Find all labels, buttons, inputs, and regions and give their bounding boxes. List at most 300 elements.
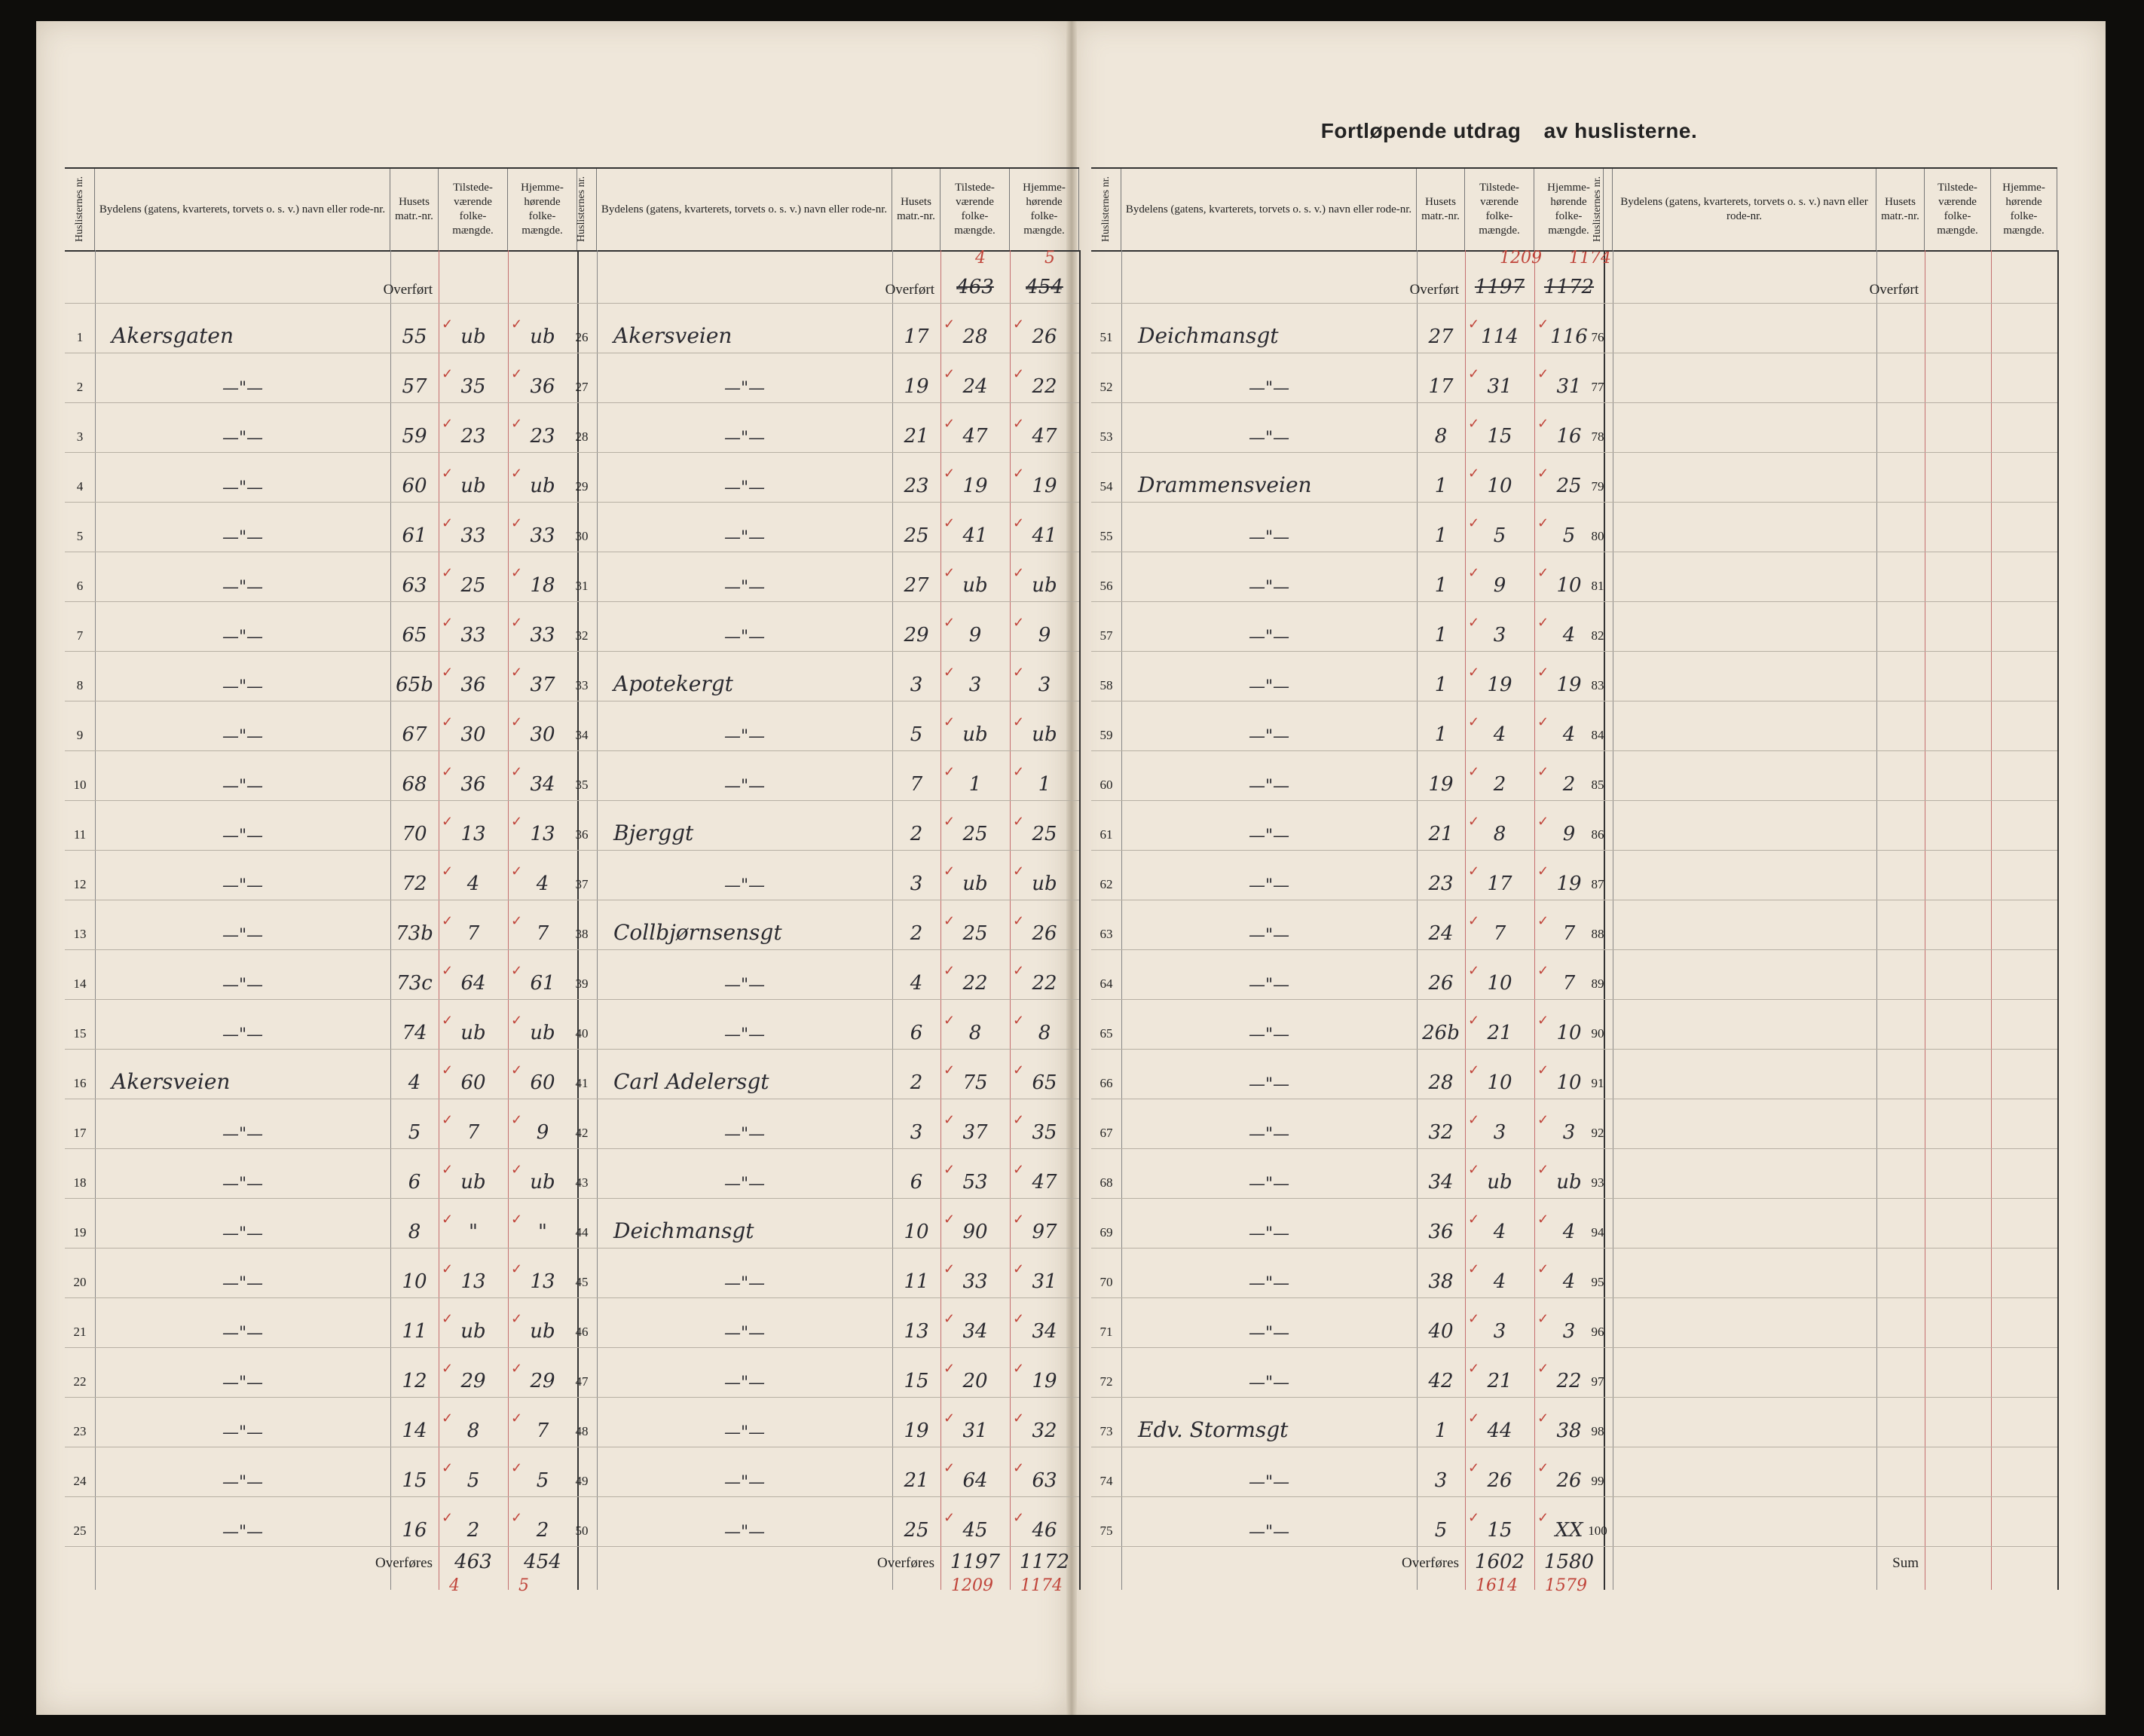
check-mark-icon: ✓ (1468, 814, 1480, 829)
table-row (1583, 999, 2057, 1050)
row-number: 60 (1100, 778, 1113, 792)
check-mark-icon: ✓ (1537, 1510, 1549, 1525)
cell-matr: 67 (402, 723, 427, 746)
row-number: 59 (1100, 728, 1113, 742)
column-rule-outer (1079, 250, 1081, 1590)
check-mark-icon: ✓ (1537, 515, 1549, 530)
row-number: 22 (73, 1374, 87, 1389)
check-mark-icon: ✓ (511, 1510, 523, 1525)
table-row (65, 850, 577, 900)
ditto-mark: —"— (222, 677, 264, 696)
check-mark-icon: ✓ (1013, 764, 1025, 779)
header-present (940, 169, 1010, 250)
row-number: 54 (1100, 479, 1113, 494)
cell-resident: 9 (1038, 624, 1051, 646)
cell-matr: 60 (402, 475, 427, 497)
cell-resident: 26 (1032, 326, 1057, 348)
cell-matr: 19 (1428, 773, 1454, 796)
carry-in-present: 1197 (1474, 276, 1525, 298)
table-header (1091, 169, 1604, 252)
cell-present: ub (1487, 1171, 1512, 1194)
row-number: 6 (76, 579, 84, 593)
cell-resident: 13 (530, 1270, 555, 1293)
ditto-mark: —"— (1248, 1274, 1290, 1293)
cell-present: 4 (1493, 1270, 1506, 1293)
cell-resident: 22 (1556, 1370, 1582, 1392)
check-mark-icon: ✓ (1468, 1361, 1480, 1376)
row-number: 1 (76, 330, 84, 344)
ditto-mark: —"— (1248, 976, 1290, 995)
table-row (567, 750, 1079, 801)
ditto-mark: —"— (222, 429, 264, 448)
cell-resident: 19 (1032, 1370, 1057, 1392)
cell-resident: 31 (1556, 375, 1582, 398)
check-mark-icon: ✓ (1468, 1311, 1480, 1326)
table-row (1091, 1198, 1604, 1249)
check-mark-icon: ✓ (944, 814, 956, 829)
table-row (65, 800, 577, 851)
cell-present: 21 (1487, 1370, 1512, 1392)
cell-present: 1 (968, 773, 982, 796)
cell-present: 5 (466, 1469, 480, 1492)
ditto-mark: —"— (723, 478, 766, 497)
cell-present: 2 (1493, 773, 1506, 796)
check-mark-icon: ✓ (511, 764, 523, 779)
ditto-mark: —"— (222, 777, 264, 796)
table-row (567, 353, 1079, 403)
cell-matr: 73b (396, 922, 433, 945)
cell-present: 9 (1493, 574, 1506, 597)
cell-present: 47 (962, 425, 988, 448)
cell-resident: 30 (530, 723, 555, 746)
cell-resident: 33 (530, 524, 555, 547)
table-row (567, 452, 1079, 503)
cell-resident: 31 (1032, 1270, 1057, 1293)
cell-present: 53 (962, 1171, 988, 1194)
table-row (65, 402, 577, 453)
check-mark-icon: ✓ (1537, 1460, 1549, 1475)
row-number: 77 (1591, 380, 1604, 394)
header-present-label: Tilstede-værende folke-mængde. (954, 182, 996, 237)
row-number: 40 (575, 1026, 589, 1041)
check-mark-icon: ✓ (1013, 615, 1025, 630)
cell-resident: 10 (1556, 574, 1582, 597)
cell-matr: 5 (1434, 1519, 1448, 1542)
carry-out-row (567, 1546, 1079, 1599)
check-mark-icon: ✓ (944, 466, 956, 481)
row-number: 10 (73, 778, 87, 792)
row-number: 99 (1591, 1474, 1604, 1488)
ditto-mark: —"— (723, 1125, 766, 1144)
ditto-mark: —"— (1248, 727, 1290, 746)
ditto-mark: —"— (723, 1274, 766, 1293)
table-row (65, 1198, 577, 1249)
ditto-mark: —"— (222, 1423, 264, 1442)
check-mark-icon: ✓ (1468, 515, 1480, 530)
row-number: 27 (575, 380, 589, 394)
check-mark-icon: ✓ (442, 764, 454, 779)
header-resident-label: Hjemme-hørende folke-mængde. (2002, 182, 2045, 237)
ditto-mark: —"— (723, 1473, 766, 1492)
ditto-mark: —"— (222, 528, 264, 547)
cell-matr: 8 (408, 1221, 421, 1243)
table-row (1583, 601, 2057, 652)
cell-matr: 29 (904, 624, 929, 646)
table-row (1091, 502, 1604, 552)
check-mark-icon: ✓ (511, 1410, 523, 1426)
row-number: 23 (73, 1424, 87, 1438)
cell-matr: 11 (904, 1270, 929, 1293)
cell-resident: ub (530, 475, 555, 497)
table-row (65, 552, 577, 602)
table-row (65, 1297, 577, 1348)
table-row (65, 1397, 577, 1447)
check-mark-icon: ✓ (511, 615, 523, 630)
cell-present: 3 (968, 674, 982, 696)
row-number: 97 (1591, 1374, 1604, 1389)
row-number: 33 (575, 678, 589, 692)
row-number: 71 (1100, 1325, 1113, 1339)
table-row (65, 651, 577, 701)
cell-matr: 6 (910, 1022, 923, 1044)
cell-matr: 13 (904, 1320, 929, 1343)
table-row (567, 800, 1079, 851)
check-mark-icon: ✓ (442, 814, 454, 829)
table-row (1583, 1148, 2057, 1199)
cell-resident: 65 (1032, 1071, 1057, 1094)
check-mark-icon: ✓ (442, 1013, 454, 1028)
header-street (1613, 169, 1876, 250)
check-mark-icon: ✓ (1468, 1112, 1480, 1127)
cell-present: 28 (962, 326, 988, 348)
cell-present: ub (962, 873, 988, 895)
table-row (1091, 1297, 1604, 1348)
row-number: 85 (1591, 778, 1604, 792)
table-row (1583, 949, 2057, 1000)
row-number: 24 (73, 1474, 87, 1488)
cell-resident: " (538, 1221, 547, 1243)
row-number: 75 (1100, 1524, 1113, 1538)
check-mark-icon: ✓ (1537, 764, 1549, 779)
table-row (1091, 750, 1604, 801)
table-row (1091, 1347, 1604, 1398)
ditto-mark: —"— (723, 379, 766, 398)
cell-present: 3 (1493, 624, 1506, 646)
check-mark-icon: ✓ (442, 863, 454, 879)
table-row (1583, 1397, 2057, 1447)
check-mark-icon: ✓ (944, 1212, 956, 1227)
cell-matr: 57 (402, 375, 427, 398)
check-mark-icon: ✓ (511, 1013, 523, 1028)
cell-matr: 27 (1428, 326, 1454, 348)
cell-resident: 1 (1038, 773, 1051, 796)
ditto-mark: —"— (1248, 1324, 1290, 1343)
table-row (1583, 502, 2057, 552)
ditto-mark: —"— (222, 926, 264, 945)
table-header (1583, 169, 2057, 252)
cell-resident: 19 (1556, 674, 1582, 696)
ditto-mark: —"— (1248, 1523, 1290, 1542)
table-row (1091, 1248, 1604, 1298)
cell-matr: 8 (1434, 425, 1448, 448)
cell-resident: 4 (1562, 624, 1576, 646)
check-mark-icon: ✓ (1468, 416, 1480, 431)
ditto-mark: —"— (222, 827, 264, 845)
check-mark-icon: ✓ (1013, 466, 1025, 481)
row-number: 61 (1100, 827, 1113, 842)
ditto-mark: —"— (222, 727, 264, 746)
check-mark-icon: ✓ (944, 515, 956, 530)
row-number: 87 (1591, 877, 1604, 891)
cell-resident: 22 (1032, 375, 1057, 398)
table-row (1091, 850, 1604, 900)
ditto-mark: —"— (222, 976, 264, 995)
carry-out-resident-correction: 5 (518, 1576, 529, 1595)
row-number: 41 (575, 1076, 589, 1090)
check-mark-icon: ✓ (511, 1112, 523, 1127)
check-mark-icon: ✓ (1468, 665, 1480, 680)
ditto-mark: —"— (1248, 777, 1290, 796)
cell-resident: ub (530, 1171, 555, 1194)
header-matr-label: Husets matr.-nr. (395, 196, 433, 222)
row-number: 29 (575, 479, 589, 494)
check-mark-icon: ✓ (442, 1311, 454, 1326)
cell-resident: 3 (1038, 674, 1051, 696)
check-mark-icon: ✓ (442, 714, 454, 729)
carry-out-present: 1602 (1474, 1551, 1525, 1573)
check-mark-icon: ✓ (1537, 1013, 1549, 1028)
check-mark-icon: ✓ (1013, 366, 1025, 381)
ditto-mark: —"— (222, 876, 264, 895)
carry-out-row (65, 1546, 577, 1599)
check-mark-icon: ✓ (511, 714, 523, 729)
cell-present: 36 (460, 773, 486, 796)
check-mark-icon: ✓ (511, 1311, 523, 1326)
table-row (65, 1148, 577, 1199)
table-row (567, 502, 1079, 552)
ditto-mark: —"— (1248, 1075, 1290, 1094)
table-row (567, 1496, 1079, 1547)
carry-out-present-correction: 1614 (1476, 1576, 1518, 1595)
cell-present: 64 (460, 972, 486, 995)
header-present-label: Tilstede-værende folke-mængde. (1479, 182, 1520, 237)
ditto-mark: —"— (1248, 876, 1290, 895)
row-number: 38 (575, 927, 589, 941)
header-present (1925, 169, 1991, 250)
check-mark-icon: ✓ (1013, 515, 1025, 530)
check-mark-icon: ✓ (442, 1261, 454, 1276)
table-row (1583, 303, 2057, 353)
check-mark-icon: ✓ (1537, 1062, 1549, 1077)
cell-resident: ub (1032, 873, 1057, 895)
cell-present: 8 (466, 1420, 480, 1442)
cell-resident: 63 (1032, 1469, 1057, 1492)
table-row (567, 1447, 1079, 1497)
cell-present: ub (460, 475, 486, 497)
cell-resident: 10 (1556, 1022, 1582, 1044)
row-number: 37 (575, 877, 589, 891)
cell-matr: 3 (910, 873, 923, 895)
row-number: 12 (73, 877, 87, 891)
table-row (65, 949, 577, 1000)
table-row (1091, 303, 1604, 353)
table-row (65, 1248, 577, 1298)
cell-resident: 26 (1556, 1469, 1582, 1492)
cell-resident: 9 (1562, 823, 1576, 845)
cell-present: 5 (1493, 524, 1506, 547)
cell-present: ub (460, 326, 486, 348)
check-mark-icon: ✓ (1013, 1460, 1025, 1475)
cell-resident: 34 (530, 773, 555, 796)
row-number: 26 (575, 330, 589, 344)
cell-matr: 36 (1428, 1221, 1454, 1243)
check-mark-icon: ✓ (1013, 565, 1025, 580)
check-mark-icon: ✓ (1013, 1013, 1025, 1028)
cell-matr: 12 (402, 1370, 427, 1392)
cell-resident: 19 (1556, 873, 1582, 895)
cell-resident: ub (530, 326, 555, 348)
cell-present: 8 (968, 1022, 982, 1044)
cell-matr: 55 (402, 326, 427, 348)
cell-resident: 47 (1032, 425, 1057, 448)
check-mark-icon: ✓ (1468, 1212, 1480, 1227)
ditto-mark: —"— (723, 628, 766, 646)
check-mark-icon: ✓ (1468, 1510, 1480, 1525)
cell-matr: 2 (910, 922, 923, 945)
check-mark-icon: ✓ (1537, 665, 1549, 680)
row-number: 100 (1588, 1524, 1607, 1538)
header-street (597, 169, 892, 250)
cell-present: 2 (466, 1519, 480, 1542)
check-mark-icon: ✓ (944, 416, 956, 431)
ditto-mark: —"— (222, 1324, 264, 1343)
table-header (65, 169, 577, 252)
table-row (567, 651, 1079, 701)
header-nr-label: Huslisternes nr. (576, 176, 587, 243)
carry-in-label: Overført (1869, 282, 1919, 298)
table-row (1091, 1447, 1604, 1497)
header-matr (1417, 169, 1465, 250)
cell-resident: 32 (1032, 1420, 1057, 1442)
header-matr (390, 169, 439, 250)
cell-resident: 4 (1562, 1221, 1576, 1243)
table-row (1583, 900, 2057, 950)
row-number: 16 (73, 1076, 87, 1090)
check-mark-icon: ✓ (944, 1112, 956, 1127)
check-mark-icon: ✓ (1468, 1162, 1480, 1177)
cell-present: 90 (962, 1221, 988, 1243)
row-number: 79 (1591, 479, 1604, 494)
table-row (567, 402, 1079, 453)
ditto-mark: —"— (723, 1324, 766, 1343)
check-mark-icon: ✓ (1468, 963, 1480, 978)
cell-matr: 63 (402, 574, 427, 597)
carry-out-resident: 454 (524, 1551, 561, 1573)
row-number: 84 (1591, 728, 1604, 742)
carry-out-present: 463 (454, 1551, 492, 1573)
cell-resident: 97 (1032, 1221, 1057, 1243)
cell-matr: 23 (1428, 873, 1454, 895)
header-matr (1876, 169, 1925, 250)
table-row (1583, 701, 2057, 751)
check-mark-icon: ✓ (944, 1311, 956, 1326)
cell-matr: 15 (402, 1469, 427, 1492)
cell-matr: 32 (1428, 1121, 1454, 1144)
table-row (1583, 1447, 2057, 1497)
cell-resident: 4 (1562, 723, 1576, 746)
cell-matr: 4 (910, 972, 923, 995)
check-mark-icon: ✓ (511, 1261, 523, 1276)
check-mark-icon: ✓ (944, 1013, 956, 1028)
cell-matr: 19 (904, 375, 929, 398)
check-mark-icon: ✓ (1013, 1212, 1025, 1227)
column-rule-outer (2057, 250, 2059, 1590)
ditto-mark: —"— (1248, 628, 1290, 646)
check-mark-icon: ✓ (511, 863, 523, 879)
table-header (567, 169, 1079, 252)
cell-matr: 65 (402, 624, 427, 646)
ditto-mark: —"— (723, 1025, 766, 1044)
cell-present: 3 (1493, 1121, 1506, 1144)
cell-matr: 17 (904, 326, 929, 348)
row-number: 7 (76, 628, 84, 643)
row-number: 42 (575, 1126, 589, 1140)
ditto-mark: —"— (1248, 578, 1290, 597)
check-mark-icon: ✓ (1537, 615, 1549, 630)
cell-matr: 1 (1434, 475, 1448, 497)
header-street (95, 169, 390, 250)
ditto-mark: —"— (222, 1224, 264, 1243)
cell-matr: 72 (402, 873, 427, 895)
check-mark-icon: ✓ (1537, 466, 1549, 481)
header-matr-label: Husets matr.-nr. (897, 196, 935, 222)
cell-resident: 10 (1556, 1071, 1582, 1094)
check-mark-icon: ✓ (1013, 316, 1025, 332)
cell-resident: 8 (1038, 1022, 1051, 1044)
table-row (65, 1099, 577, 1149)
row-number: 91 (1591, 1076, 1604, 1090)
check-mark-icon: ✓ (944, 1510, 956, 1525)
check-mark-icon: ✓ (1468, 1013, 1480, 1028)
cell-present: 25 (962, 922, 988, 945)
carry-out-resident-correction: 1174 (1020, 1576, 1063, 1595)
cell-matr: 1 (1434, 524, 1448, 547)
cell-matr: 6 (408, 1171, 421, 1194)
header-street-label: Bydelens (gatens, kvarterets, torvets o. s. v.) navn eller rode-nr. (99, 203, 386, 215)
row-number: 31 (575, 579, 589, 593)
table-row (567, 1248, 1079, 1298)
check-mark-icon: ✓ (944, 366, 956, 381)
table-row (65, 1049, 577, 1099)
sum-label: Sum (1892, 1555, 1919, 1571)
street-name: Drammensveien (1138, 472, 1312, 497)
cell-resident: 34 (1032, 1320, 1057, 1343)
cell-present: ub (460, 1171, 486, 1194)
cell-matr: 28 (1428, 1071, 1454, 1094)
cell-present: 13 (460, 1270, 486, 1293)
cell-resident: 18 (530, 574, 555, 597)
cell-matr: 14 (402, 1420, 427, 1442)
cell-matr: 16 (402, 1519, 427, 1542)
ditto-mark: —"— (723, 578, 766, 597)
check-mark-icon: ✓ (1468, 366, 1480, 381)
check-mark-icon: ✓ (1537, 1112, 1549, 1127)
carry-in-resident-correction: 1174 (1569, 249, 1611, 267)
ditto-mark: —"— (723, 1374, 766, 1392)
street-name: Akersveien (112, 1069, 231, 1094)
table-row (1091, 552, 1604, 602)
row-number: 52 (1100, 380, 1113, 394)
